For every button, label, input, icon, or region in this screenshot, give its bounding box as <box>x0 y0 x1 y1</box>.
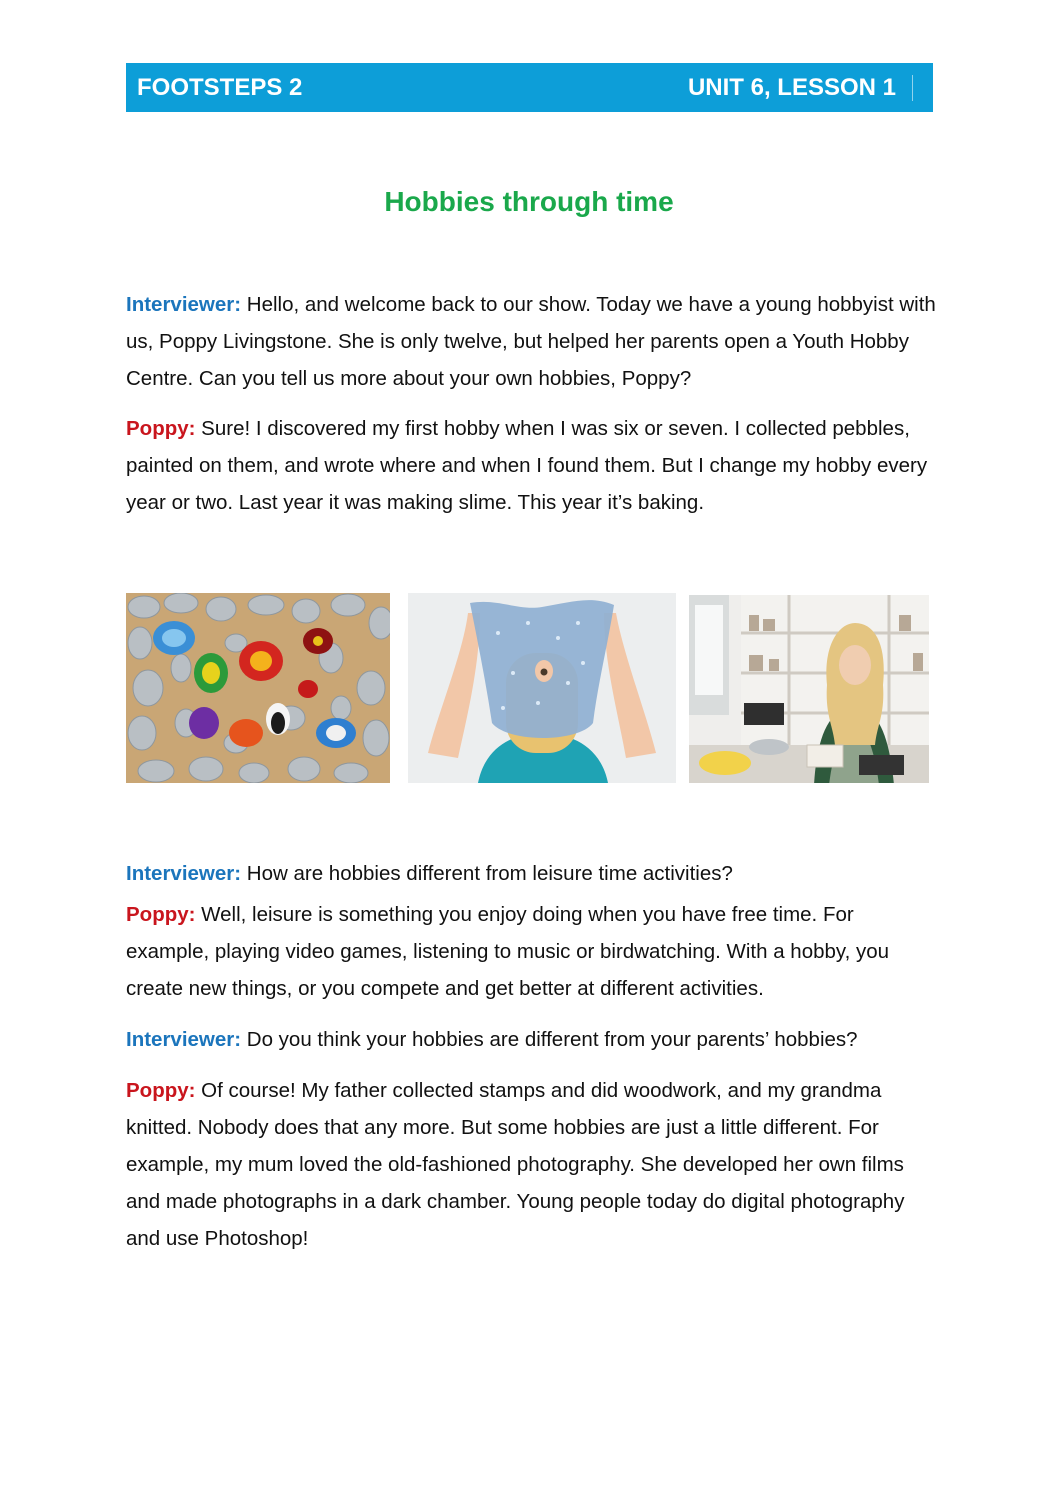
dialogue-paragraph <box>126 1072 936 1257</box>
book-title: FOOTSTEPS 2 <box>137 74 303 101</box>
dialogue-text: How are hobbies different from leisure time activities? <box>241 862 733 885</box>
dialogue-paragraph <box>126 410 936 521</box>
speaker-poppy: Poppy: <box>126 417 196 440</box>
slime-girl-photo <box>408 593 676 783</box>
baking-girl-photo <box>689 595 929 783</box>
header-bar <box>126 63 933 112</box>
dialogue-paragraph <box>126 855 936 892</box>
dialogue-paragraph <box>126 286 936 397</box>
dialogue-paragraph <box>126 896 936 1007</box>
page-title: Hobbies through time <box>384 186 674 217</box>
unit-lesson-label: UNIT 6, LESSON 1 <box>687 74 896 101</box>
painted-pebbles-photo <box>126 593 390 783</box>
speaker-interviewer: Interviewer: <box>126 1028 242 1051</box>
dialogue-text: Well, leisure is something you enjoy doing when you have free time. For example, playing video games, listening to music or birdwatching. With a hobby, you create new things, or you compete and get better at different activities. <box>126 903 890 1000</box>
speaker-poppy: Poppy: <box>126 1079 196 1102</box>
dialogue-paragraph <box>126 1021 936 1058</box>
dialogue-text: Of course! My father collected stamps and did woodwork, and my grandma knitted. Nobody does that any more. But some hobbies are just a little different. For example, my mum loved the old-fashioned photography. She developed her own films and made photographs in a dark chamber. Young people today do digital photography and use Photoshop! <box>126 1079 905 1250</box>
dialogue-text: Hello, and welcome back to our show. Today we have a young hobbyist with us, Poppy Livingstone. She is only twelve, but helped her parents open a Youth Hobby Centre. Can you tell us more about your own hobbies, Poppy? <box>126 293 936 390</box>
speaker-poppy: Poppy: <box>126 903 196 926</box>
dialogue-text: Sure! I discovered my first hobby when I was six or seven. I collected pebbles, painted on them, and wrote where and when I found them. But I change my hobby every year or two. Last year it was making slime. This year it’s baking. <box>126 417 928 514</box>
speaker-interviewer: Interviewer: <box>126 862 242 885</box>
dialogue-text: Do you think your hobbies are different from your parents’ hobbies? <box>241 1028 858 1051</box>
speaker-interviewer: Interviewer: <box>126 293 242 316</box>
header-divider <box>912 75 913 101</box>
